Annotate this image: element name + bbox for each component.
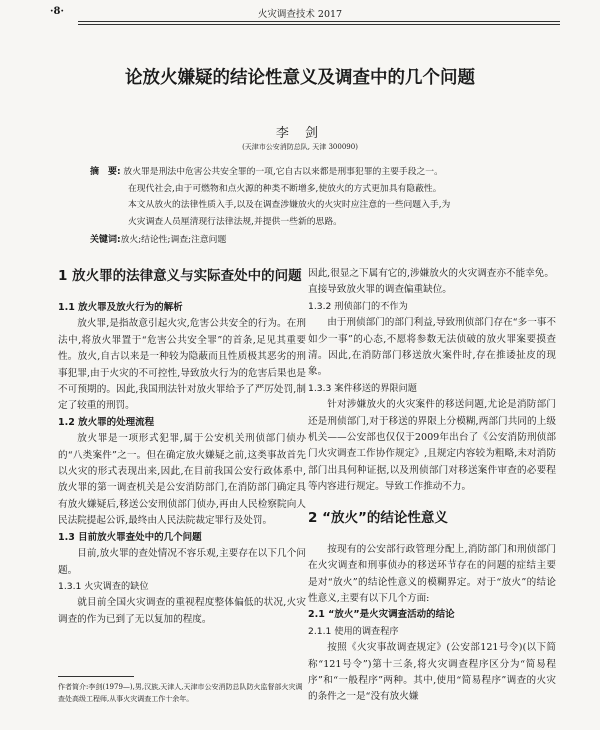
body-paragraph: 由于刑侦部门的部门利益,导致刑侦部门存在“多一事不如少一事”的心态,不愿将参数无法侦破的放火罪案要摸查清。因此,在消防部门移送放火案件时,存在推诿扯皮的现象。	[308, 317, 556, 378]
section-heading: 1 放火罪的法律意义与实际查处中的问题	[58, 268, 302, 284]
right-column	[308, 266, 556, 706]
subsubsection-heading: 1.3.2 刑侦部门的不作为	[308, 300, 408, 312]
author-name: 李 剑	[275, 126, 325, 141]
header-rule-secondary	[78, 24, 560, 25]
journal-name: 火灾调查技术 2017	[257, 9, 343, 20]
subsubsection-heading: 1.3.1 火灾调查的缺位	[58, 580, 149, 592]
keywords-text: 放火;结论性;调查;注意问题	[120, 235, 227, 245]
subsection-heading: 1.2 放火罪的处理流程	[58, 416, 155, 428]
article-title: 论放火嫌疑的结论性意义及调查中的几个问题	[125, 68, 475, 88]
body-paragraph: 放火罪,是指故意引起火灾,危害公共安全的行为。在刑法中,将放火罪置于“危害公共安全罪”的首条,足见其重要性。放火,自古以来是一种较为隐蔽而且性质极其恶劣的刑事犯罪,由于火灾的不可控性,导致放火行为的危害后果也是不可预期的。因此,我国刑法针对放火罪给予了严厉处罚,制定了较重的刑罚。	[58, 318, 306, 412]
body-paragraph: 就目前全国火灾调查的重视程度整体偏低的状况,火灾调查的作为已到了无以复加的程度。	[58, 597, 306, 625]
body-paragraph: 按现有的公安部行政管理分配上,消防部门和刑侦部门在火灾调查和刑事侦办的移送环节存在的问题的症结主要是对“放火”的结论性意义的模糊界定。对于“放火”的结论性意义,主要有以下几个方面:	[308, 543, 556, 604]
keywords-label: 关键词:	[90, 235, 121, 245]
subsubsection-heading: 2.1.1 使用的调查程序	[308, 625, 399, 637]
subsection-heading: 1.1 放火罪及放火行为的解析	[58, 302, 183, 313]
body-paragraph-continued: 因此,很显之下属有它的,涉嫌放火的火灾调查亦不能幸免。直接导致放火罪的调查偏重缺位。	[308, 268, 554, 296]
header-rule	[78, 21, 560, 22]
abstract-text-line: 放火罪是刑法中危害公共安全罪的一项,它自古以来都是刑事犯罪的主要手段之一。	[123, 167, 443, 177]
body-paragraph: 按照《火灾事故调查规定》(公安部121号令)(以下简称“121号令”)第十三条,将火灾调查程序区分为“简易程序”和“一般程序”两种。其中,使用“简易程序”调查的火灾的条件之一是“没有放火嫌	[308, 642, 556, 703]
keywords	[90, 232, 548, 245]
author-affiliation: (天津市公安消防总队, 天津 300090)	[242, 143, 358, 151]
abstract	[90, 164, 548, 230]
footnote-rule	[58, 676, 134, 677]
body-paragraph: 针对涉嫌放火的火灾案件的移送问题,尤论是消防部门还是刑侦部门,对于移送的界限上分模糊,两部门共同的上级机关——公安部也仅仅于2009年出台了《公安消防刑侦部门火灾调查工作协作规定》,且规定内容较为粗略,未对消防部门出具何种证据,以及刑侦部门对移送案件审查的必要程等内容进行规定。导致工作推动不力。	[308, 399, 556, 493]
subsection-heading: 2.1 “放火”是火灾调查活动的结论	[308, 609, 455, 621]
subsection-heading: 1.3 目前放火罪查处中的几个问题	[58, 531, 202, 543]
body-paragraph: 目前,放火罪的查处情况不容乐观,主要存在以下几个问题。	[58, 548, 306, 576]
abstract-text-line: 在现代社会,由于可燃物和点火源的种类不断增多,使放火的方式更加具有隐蔽性。	[128, 183, 442, 194]
page-number: ·8·	[50, 6, 64, 17]
author-footnote: 作者简介:李剑(1979—),男,汉族,天津人,天津市公安消防总队防火监督部火灾调查处高级工程师,从事火灾调查工作十余年。	[58, 683, 303, 703]
subsubsection-heading: 1.3.3 案件移送的界限问题	[308, 382, 417, 394]
abstract-text-line: 本文从放火的法律性质入手,以及在调查涉嫌放火的火灾时应注意的一些问题入手,为	[128, 200, 451, 211]
abstract-first-line	[90, 164, 548, 181]
body-paragraph: 放火罪是一项形式犯罪,属于公安机关刑侦部门侦办的“八类案件”之一。但在确定放火嫌疑之前,这类事故首先以火灾的形式表现出来,因此,在目前我国公安行政体系中,放火罪的第一调查机关是公安消防部门,在消防部门确定具有放火嫌疑后,移送公安刑侦部门侦办,再由人民检察院向人民法院提起公诉,最终由人民法院裁定罪行及处罚。	[58, 433, 306, 527]
column-spacer	[308, 496, 556, 508]
abstract-text-line: 火灾调查人员厘清现行法律法规,并提供一些新的思路。	[128, 216, 342, 227]
running-header	[40, 6, 560, 20]
section-heading: 2 “放火”的结论性意义	[308, 509, 448, 526]
left-column	[58, 266, 306, 628]
abstract-label: 摘 要:	[90, 167, 121, 177]
